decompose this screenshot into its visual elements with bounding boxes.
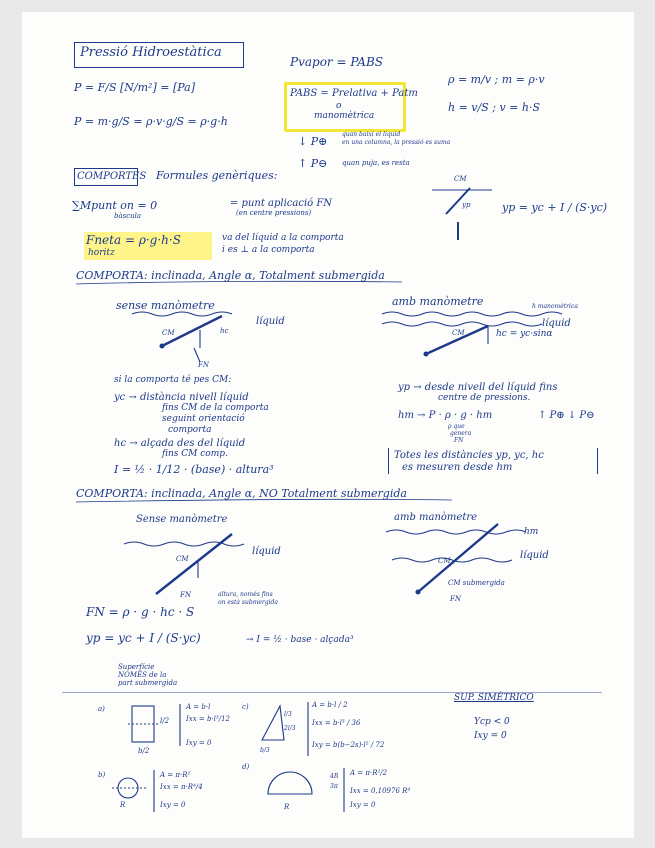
d-dim-1: 4R <box>330 773 339 780</box>
cm-submergida: CM submergida <box>448 579 505 587</box>
arrows-pd: ↑ P⊕ ↓ P⊖ <box>538 410 595 421</box>
fneta-note-2: i es ⊥ a la comporta <box>222 245 315 255</box>
moment-sub: bàscula <box>114 212 142 220</box>
b-label: b) <box>98 771 106 779</box>
hm-def: hm → P · ρ · g · hm <box>398 410 493 421</box>
hc-label-d1: hc <box>220 327 229 335</box>
yc-def-1: yc → distància nivell líquid <box>114 392 249 403</box>
fn-label-d1: FN <box>198 361 209 369</box>
formules-genériques: Formules genèriques: <box>156 169 278 182</box>
hc-formula: hc = yc·sinα <box>496 329 553 339</box>
height-formula: h = v/S ; v = h·S <box>448 101 540 114</box>
c-formula-2: Ixx = b·l³ / 36 <box>312 719 361 727</box>
c-formula-1: A = b·l / 2 <box>312 701 348 709</box>
totes-2: es mesuren desde hm <box>402 462 513 473</box>
pressure-formula-2: P = m·g/S = ρ·v·g/S = ρ·g·h <box>74 115 228 128</box>
ycp: Ycp < 0 <box>474 717 510 727</box>
diagram-strokes <box>22 12 634 838</box>
liquid-3: líquid <box>252 546 281 557</box>
moment-formula: ∑Mpunt on = 0 <box>72 199 158 212</box>
totes-1: Totes les distàncies yp, yc, hc <box>394 450 544 461</box>
yp-formula: yp = yc + I / (S·yc) <box>502 201 608 214</box>
amb-manometre-2: amb manòmetre <box>394 512 478 523</box>
altura-note-2: on està submergida <box>218 599 278 606</box>
a-formula-2: Ixx = b·l³/12 <box>186 715 230 723</box>
hc-def-1: hc → alçada des del líquid <box>114 438 246 449</box>
a-dim-b: b/2 <box>138 747 150 755</box>
section2-heading: COMPORTA: inclinada, Angle α, NO Totalment submergida <box>76 487 407 500</box>
pabs-formula: PABS = Prelativa + Patm <box>290 88 418 99</box>
cm-label-d2: CM <box>452 329 465 337</box>
section1-heading: COMPORTA: inclinada, Angle α, Totalment submergida <box>76 269 385 282</box>
d-formula-1: A = π·R²/2 <box>350 769 388 777</box>
pvapor-formula: Pvapor = PABS <box>290 55 384 69</box>
yc-def-3: seguint orientació <box>162 414 245 424</box>
fn-label-d3: FN <box>180 591 191 599</box>
b-r: R <box>120 801 126 809</box>
sense-manometre-1: sense manòmetre <box>116 299 215 312</box>
sup-note-3: part submergida <box>118 679 178 687</box>
amb-manometre-1: amb manòmetre <box>392 295 484 308</box>
a-label: a) <box>98 705 105 713</box>
yp-label-top: yp <box>462 201 471 209</box>
punt-aplicacio: = punt aplicació FN <box>230 198 333 209</box>
cm-label-d4: CM <box>438 557 451 565</box>
p-plus: ↓ P⊕ <box>298 135 328 148</box>
c-label: c) <box>242 703 249 711</box>
pabs-o: o <box>336 101 342 111</box>
hm-sub-1: ρ que <box>448 423 465 430</box>
sup-simetrico: SUP. SIMÈTRICO <box>454 693 534 703</box>
cm-label-d1: CM <box>162 329 175 337</box>
hm-sub-2: genera <box>450 430 472 437</box>
fneta-formula: Fneta = ρ·g·h·S <box>86 233 181 247</box>
page-title: Pressió Hidroestàtica <box>80 45 222 60</box>
fneta-sub: horitz <box>88 248 115 258</box>
fn-label-d4: FN <box>450 595 461 603</box>
fn-formula: FN = ρ · g · hc · S <box>86 605 195 619</box>
yp-def-2: centre de pressions. <box>438 393 531 403</box>
c-dim-3: b/3 <box>260 747 270 754</box>
hc-def-2: fins CM comp. <box>162 449 228 459</box>
notes-page <box>22 12 634 838</box>
d-r: R <box>284 803 290 811</box>
hm-label: hm <box>524 527 539 537</box>
sup-note-2: NOMÉS de la <box>118 671 167 679</box>
d-formula-3: Ixy = 0 <box>350 801 376 809</box>
a-formula-3: Ixy = 0 <box>186 739 212 747</box>
pabs-manometrica: manomètrica <box>314 111 375 121</box>
h-manometrica: h manomètrica <box>532 303 578 310</box>
fneta-note-1: va del líquid a la comporta <box>222 233 344 243</box>
c-dim-2: 2l/3 <box>284 725 296 732</box>
inertia-formula: I = ½ · 1/12 · (base) · altura³ <box>114 463 274 476</box>
altura-note-1: altura, només fins <box>218 591 273 598</box>
p-plus-note-2: en una columna, la pressió es suma <box>342 139 451 146</box>
yc-def-2: fins CM de la comporta <box>162 403 269 413</box>
sup-note-1: Superfície <box>118 663 155 671</box>
p-plus-note-1: quan baixi el líquid <box>342 131 401 138</box>
a-formula-1: A = b·l <box>186 703 211 711</box>
cm-label-top: CM <box>454 175 467 183</box>
d-formula-2: Ixx = 0,10976 R⁴ <box>350 787 411 795</box>
hm-sub-3: FN <box>454 437 464 444</box>
a-dim-l: l/2 <box>160 717 170 725</box>
p-minus: ↑ P⊖ <box>298 157 328 170</box>
b-formula-1: A = π·R² <box>160 771 191 779</box>
c-dim-1: l/3 <box>284 711 292 718</box>
d-label: d) <box>242 763 250 771</box>
liquid-4: líquid <box>520 550 549 561</box>
c-formula-3: Ixy = b(b−2s)·l² / 72 <box>312 741 385 749</box>
si-cm: si la comporta té pes CM: <box>114 375 232 385</box>
yc-def-4: comporta <box>168 425 212 435</box>
cm-label-d3: CM <box>176 555 189 563</box>
i-half: → I = ½ · base · alçada³ <box>246 635 354 645</box>
d-dim-2: 3π <box>330 783 338 790</box>
liquid-1: líquid <box>256 316 285 327</box>
sense-manometre-2: Sense manòmetre <box>136 514 228 525</box>
yp-formula-2: yp = yc + I / (S·yc) <box>86 631 201 645</box>
ixy-zero: Ixy = 0 <box>474 731 507 741</box>
p-minus-note: quan puja, es resta <box>342 159 410 167</box>
comportes-heading: COMPORTES <box>77 171 147 182</box>
b-formula-2: Ixx = π·R⁴/4 <box>160 783 203 791</box>
density-formula: ρ = m/v ; m = ρ·v <box>448 73 545 86</box>
yp-def-1: yp → desde nivell del líquid fins <box>398 382 558 393</box>
liquid-2: líquid <box>542 318 571 329</box>
punt-aplicacio-sub: (en centre pressions) <box>236 209 312 217</box>
b-formula-3: Ixy = 0 <box>160 801 186 809</box>
pressure-formula-1: P = F/S [N/m²] = [Pa] <box>74 81 195 94</box>
